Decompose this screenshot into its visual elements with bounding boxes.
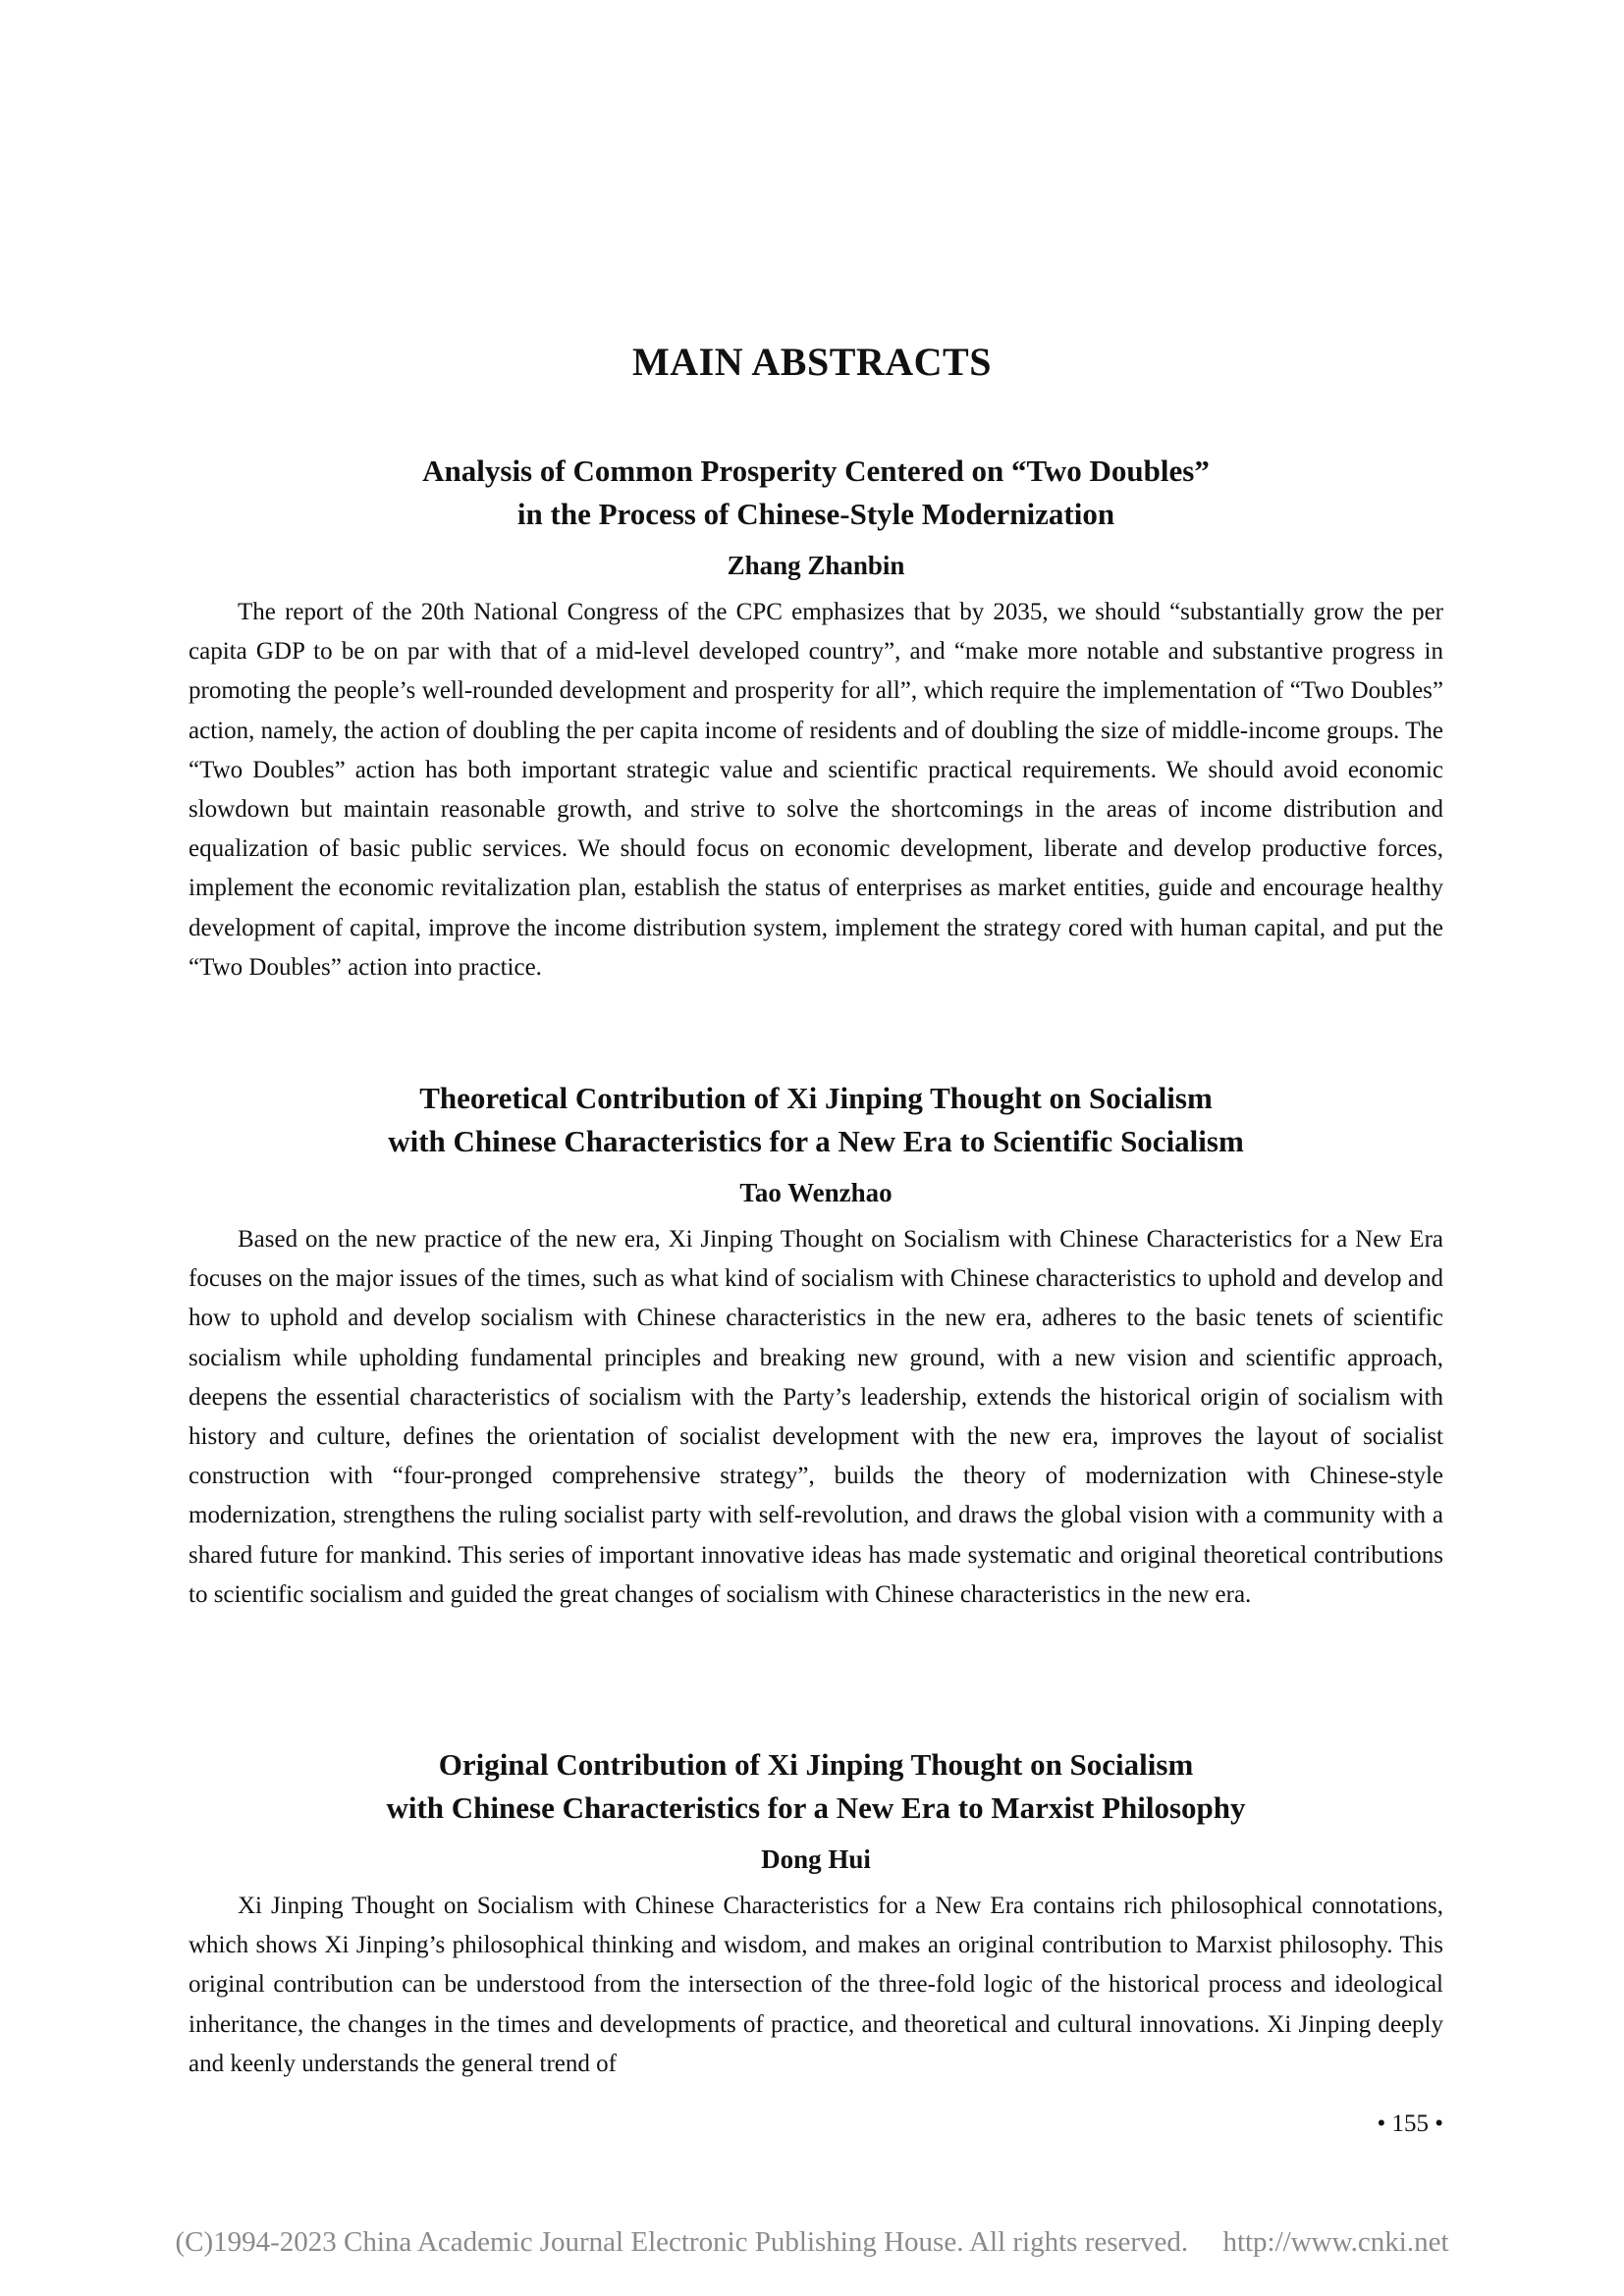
- footer-url: http://www.cnki.net: [1222, 2226, 1449, 2258]
- article-1: [189, 450, 1443, 988]
- article-title-line: with Chinese Characteristics for a New Era to Scientific Socialism: [388, 1124, 1244, 1158]
- article-title: [189, 1077, 1443, 1163]
- article-abstract: The report of the 20th National Congress of the CPC emphasizes that by 2035, we should “substantially grow the per capita GDP to be on par with that of a mid-level developed country”, and “make more notable and substantive progress in promoting the people’s well-rounded development and prosperity for all”, which require the implementation of “Two Doubles” action, namely, the action of doubling the per capita income of residents and of doubling the size of middle-income groups. The “Two Doubles” action has both important strategic value and scientific practical requirements. We should avoid economic slowdown but maintain reasonable growth, and strive to solve the shortcomings in the areas of income distribution and equalization of basic public services. We should focus on economic development, liberate and develop productive forces, implement the economic revitalization plan, establish the status of enterprises as market entities, guide and encourage healthy development of capital, improve the income distribution system, implement the strategy cored with human capital, and put the “Two Doubles” action into practice.: [189, 599, 1443, 981]
- page-number: • 155 •: [1377, 2110, 1443, 2137]
- article-title: [189, 1743, 1443, 1830]
- article-title-line: with Chinese Characteristics for a New Era to Marxist Philosophy: [386, 1790, 1246, 1825]
- article-title-line: in the Process of Chinese-Style Modernization: [516, 497, 1115, 531]
- page-title: MAIN ABSTRACTS: [632, 340, 992, 384]
- copyright-text: (C)1994-2023 China Academic Journal Electronic Publishing House. All rights reserved.: [175, 2226, 1189, 2258]
- article-2: [189, 1077, 1443, 1615]
- article-title-line: Original Contribution of Xi Jinping Thought on Socialism: [438, 1747, 1194, 1782]
- article-title-line: Theoretical Contribution of Xi Jinping Thought on Socialism: [419, 1081, 1213, 1115]
- article-author: Zhang Zhanbin: [727, 551, 905, 580]
- article-abstract: Xi Jinping Thought on Socialism with Chinese Characteristics for a New Era contains rich philosophical connotations, which shows Xi Jinping’s philosophical thinking and wisdom, and makes an original contribution to Marxist philosophy. This original contribution can be understood from the intersection of the three-fold logic of the historical process and ideological inheritance, the changes in the times and developments of practice, and theoretical and cultural innovations. Xi Jinping deeply and keenly understands the general trend of: [189, 1893, 1443, 2077]
- article-title-line: Analysis of Common Prosperity Centered on “Two Doubles”: [422, 454, 1210, 488]
- article-author: Tao Wenzhao: [739, 1178, 893, 1207]
- article-author: Dong Hui: [761, 1844, 871, 1874]
- footer: [0, 2226, 1624, 2259]
- article-abstract: Based on the new practice of the new era, Xi Jinping Thought on Socialism with Chinese Characteristics for a New Era focuses on the major issues of the times, such as what kind of socialism with Chinese characteristics to uphold and develop and how to uphold and develop socialism with Chinese characteristics in the new era, adheres to the basic tenets of scientific socialism while upholding fundamental principles and breaking new ground, with a new vision and scientific approach, deepens the essential characteristics of socialism with the Party’s leadership, extends the historical origin of socialism with history and culture, defines the orientation of socialist development with the new era, improves the layout of socialist construction with “four-pronged comprehensive strategy”, builds the theory of modernization with Chinese-style modernization, strengthens the ruling socialist party with self-revolution, and draws the global vision with a community with a shared future for mankind. This series of important innovative ideas has made systematic and original theoretical contributions to scientific socialism and guided the great changes of socialism with Chinese characteristics in the new era.: [189, 1226, 1443, 1608]
- article-title: [189, 450, 1443, 536]
- article-3: [189, 1743, 1443, 2084]
